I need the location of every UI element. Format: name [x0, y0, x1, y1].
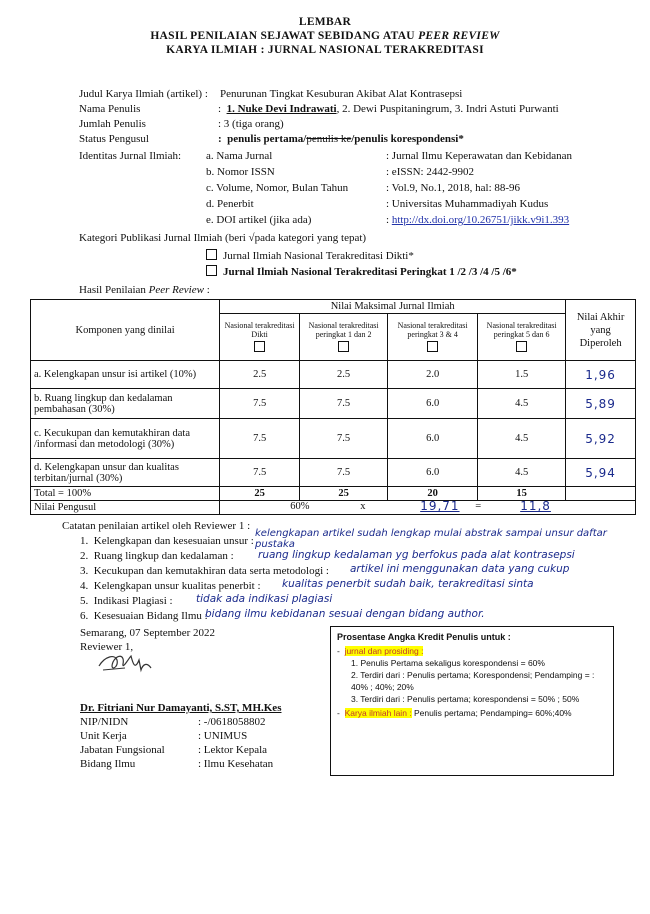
col-peringkat-34-checkbox[interactable]: [427, 341, 438, 352]
identitas-b-value: : eISSN: 2442-9902: [386, 166, 474, 178]
pengusul-formula: [220, 501, 636, 515]
nama-colon: :: [218, 103, 222, 115]
checkbox-dikti[interactable]: [206, 249, 217, 260]
credit-note-box: [330, 626, 614, 776]
status-label: Status Pengusul: [79, 133, 149, 145]
cell-v4: 1.5: [478, 361, 566, 389]
catatan-text: Kesesuaian Bidang Ilmu :: [93, 610, 208, 622]
title-prefix: HASIL PENILAIAN SEJAWAT SEBIDANG ATAU: [150, 30, 419, 42]
catatan-text: Kelengkapan unsur kualitas penerbit :: [93, 580, 261, 592]
identitas-e-key: e. DOI artikel (jika ada): [206, 214, 312, 226]
catatan-label: Catatan penilaian artikel oleh Reviewer 1 :: [62, 520, 251, 532]
col-dikti-label: Nasional terakreditasi Dikti: [224, 321, 295, 339]
nip-label: NIP/NIDN: [80, 716, 129, 728]
signature-image: [95, 650, 155, 676]
catatan-text: Indikasi Plagiasi :: [93, 595, 173, 607]
hasil-label-suffix: :: [203, 284, 210, 296]
doi-colon: :: [386, 214, 392, 226]
pengusul-label: Nilai Pengusul: [31, 501, 220, 515]
cell-v1: 2.5: [220, 361, 300, 389]
catatan-num: 1.: [80, 535, 89, 547]
kategori-option-2-label: Jurnal Ilmiah Nasional Terakreditasi Peringkat 1 /2 /3 /4 /5 /6*: [223, 266, 517, 278]
table-row: [31, 361, 636, 389]
total-akhir: [566, 487, 636, 501]
catatan-num: 3.: [80, 565, 89, 577]
catatan-hand-6: bidang ilmu kebidanan sesuai dengan bidang author.: [205, 608, 485, 620]
identitas-a-key: a. Nama Jurnal: [206, 150, 273, 162]
cell-v3: 6.0: [388, 389, 478, 419]
cell-v2: 7.5: [300, 389, 388, 419]
kategori-option-1-label: Jurnal Ilmiah Nasional Terakreditasi Dikti*: [223, 250, 414, 262]
reviewer-name: Dr. Fitriani Nur Damayanti, S.ST, MH.Kes: [80, 702, 282, 714]
unit-value: : UNIMUS: [198, 730, 248, 742]
cell-v1: 7.5: [220, 389, 300, 419]
row-label: c. Kecukupan dan kemutakhiran data /informasi dan metodologi (30%): [31, 419, 220, 459]
pengusul-result: 11,8: [520, 499, 551, 513]
cell-v3: 6.0: [388, 419, 478, 459]
total-v3: 20: [388, 487, 478, 501]
catatan-num: 4.: [80, 580, 89, 592]
identitas-e-value: [386, 214, 569, 226]
total-label: Total = 100%: [31, 487, 220, 501]
cell-akhir: 5,89: [566, 389, 636, 419]
identitas-d-value: : Universitas Muhammadiyah Kudus: [386, 198, 549, 210]
nama-value: [218, 103, 559, 115]
jabatan-value: : Lektor Kepala: [198, 744, 268, 756]
nilai-akhir-header: Nilai Akhir yang Diperoleh: [566, 300, 636, 361]
total-v4: 15: [478, 487, 566, 501]
identitas-label: Identitas Jurnal Ilmiah:: [79, 150, 182, 162]
catatan-item-5: [80, 595, 173, 607]
catatan-hand-3: artikel ini menggunakan data yang cukup: [350, 563, 570, 575]
catatan-item-1: [80, 535, 254, 547]
col-peringkat-56-checkbox[interactable]: [516, 341, 527, 352]
judul-label: Judul Karya Ilmiah (artikel) :: [79, 88, 208, 100]
kategori-option-2[interactable]: [206, 265, 517, 278]
catatan-num: 6.: [80, 610, 89, 622]
nama-label: Nama Penulis: [79, 103, 141, 115]
pengusul-times: x: [360, 501, 366, 512]
notebox-item-3: 3. Terdiri dari : Penulis pertama; korespondensi = 50% ; 50%: [351, 694, 580, 704]
nilai-max-header: Nilai Maksimal Jurnal Ilmiah: [220, 300, 566, 314]
table-row: [31, 459, 636, 487]
notebox-section2-rest: Penulis pertama; Pendamping= 60%;40%: [411, 708, 572, 718]
unit-label: Unit Kerja: [80, 730, 127, 742]
pengusul-value: 19,71: [420, 499, 460, 513]
reviewer-label: Reviewer 1,: [80, 641, 134, 653]
catatan-item-3: [80, 565, 329, 577]
nama-other-authors: , 2. Dewi Puspitaningrum, 3. Indri Astuti Purwanti: [336, 103, 559, 115]
status-part-a: penulis pertama/: [227, 133, 307, 145]
row-label: a. Kelengkapan unsur isi artikel (10%): [31, 361, 220, 389]
catatan-num: 5.: [80, 595, 89, 607]
notebox-section1: - jurnal dan prosiding :: [337, 646, 424, 656]
checkbox-peringkat[interactable]: [206, 265, 217, 276]
notebox-item-1: 1. Penulis Pertama sekaligus korespondensi = 60%: [351, 658, 545, 668]
pengusul-row: [31, 501, 636, 515]
status-value: : penulis pertama/penulis ke/penulis korespondensi*: [218, 133, 464, 145]
identitas-c-key: c. Volume, Nomor, Bulan Tahun: [206, 182, 349, 194]
bidang-label: Bidang Ilmu: [80, 758, 136, 770]
identitas-b-key: b. Nomor ISSN: [206, 166, 275, 178]
col-peringkat-12-checkbox[interactable]: [338, 341, 349, 352]
nama-first-author: 1. Nuke Devi Indrawati: [226, 103, 337, 115]
catatan-item-6: [80, 610, 208, 622]
cell-akhir: 5,92: [566, 419, 636, 459]
cell-v1: 7.5: [220, 459, 300, 487]
jumlah-value: : 3 (tiga orang): [218, 118, 284, 130]
notebox-section2: - Karya ilmiah lain : Penulis pertama; Pendamping= 60%;40%: [337, 708, 572, 718]
col-dikti: [220, 314, 300, 361]
catatan-item-2: [80, 550, 234, 562]
komponen-header: Komponen yang dinilai: [31, 300, 220, 361]
identitas-a-value: : Jurnal Ilmu Keperawatan dan Kebidanan: [386, 150, 573, 162]
catatan-hand-5: tidak ada indikasi plagiasi: [196, 593, 333, 605]
hasil-label-prefix: Hasil Penilaian: [79, 284, 149, 296]
cell-akhir: 1,96: [566, 361, 636, 389]
cell-v4: 4.5: [478, 389, 566, 419]
catatan-text: Kecukupan dan kemutakhiran data serta metodologi :: [93, 565, 329, 577]
cell-v4: 4.5: [478, 459, 566, 487]
total-v2: 25: [300, 487, 388, 501]
cell-v2: 7.5: [300, 419, 388, 459]
row-label: d. Kelengkapan unsur dan kualitas terbitan/jurnal (30%): [31, 459, 220, 487]
cell-v3: 6.0: [388, 459, 478, 487]
col-peringkat-34-label: Nasional terakreditasi peringkat 3 & 4: [397, 321, 468, 339]
table-row: [31, 419, 636, 459]
notebox-title: Prosentase Angka Kredit Penulis untuk :: [337, 632, 511, 642]
catatan-hand-2: ruang lingkup kedalaman yg berfokus pada alat kontrasepsi: [258, 549, 575, 561]
identitas-d-key: d. Penerbit: [206, 198, 254, 210]
table-row: [31, 389, 636, 419]
col-peringkat-56-label: Nasional terakreditasi peringkat 5 dan 6: [486, 321, 557, 339]
score-table: [30, 299, 636, 515]
notebox-item-2: 2. Terdiri dari : Penulis pertama; Korespondensi; Pendamping = : 40% ; 40%; 20%: [351, 670, 595, 692]
doc-title-hasil: [0, 30, 650, 42]
pengusul-equals: =: [475, 501, 482, 512]
doc-title-karya: KARYA ILMIAH : JURNAL NASIONAL TERAKREDITASI: [166, 44, 484, 56]
doc-title-lembar: LEMBAR: [298, 16, 352, 28]
bidang-value: : Ilmu Kesehatan: [198, 758, 274, 770]
catatan-text: Ruang lingkup dan kedalaman :: [93, 550, 234, 562]
judul-value: Penurunan Tingkat Kesuburan Akibat Alat Kontrasepsi: [220, 88, 463, 100]
cell-v2: 7.5: [300, 459, 388, 487]
hasil-label: [79, 284, 210, 296]
notebox-section2-label: Karya ilmiah lain :: [344, 708, 412, 718]
catatan-text: Kelengkapan dan kesesuaian unsur :: [93, 535, 254, 547]
cell-akhir: 5,94: [566, 459, 636, 487]
kategori-label: Kategori Publikasi Jurnal Ilmiah (beri √pada kategori yang tepat): [79, 232, 367, 244]
jabatan-label: Jabatan Fungsional: [80, 744, 165, 756]
place-date: Semarang, 07 September 2022: [80, 627, 216, 639]
total-v1: 25: [220, 487, 300, 501]
cell-v2: 2.5: [300, 361, 388, 389]
catatan-hand-4: kualitas penerbit sudah baik, terakreditasi sinta: [282, 578, 534, 590]
jumlah-label: Jumlah Penulis: [79, 118, 146, 130]
cell-v1: 7.5: [220, 419, 300, 459]
status-strike: penulis ke: [306, 133, 352, 145]
row-label: b. Ruang lingkup dan kedalaman pembahasan (30%): [31, 389, 220, 419]
col-peringkat-34: [388, 314, 478, 361]
pengusul-pct: 60%: [290, 501, 310, 512]
notebox-section1-label: jurnal dan prosiding :: [344, 646, 424, 656]
title-italic: PEER REVIEW: [418, 30, 500, 42]
kategori-option-1[interactable]: [206, 249, 414, 262]
hasil-label-italic: Peer Review: [148, 284, 204, 296]
cell-v3: 2.0: [388, 361, 478, 389]
catatan-num: 2.: [80, 550, 89, 562]
status-part-b: /penulis korespondensi*: [351, 133, 464, 145]
col-peringkat-12-label: Nasional terakreditasi peringkat 1 dan 2: [308, 321, 379, 339]
identitas-c-value: : Vol.9, No.1, 2018, hal: 88-96: [386, 182, 521, 194]
cell-v4: 4.5: [478, 419, 566, 459]
doi-link[interactable]: http://dx.doi.org/10.26751/jikk.v9i1.393: [391, 214, 570, 226]
catatan-item-4: [80, 580, 261, 592]
nip-value: : -/0618058802: [198, 716, 266, 728]
col-peringkat-56: [478, 314, 566, 361]
col-peringkat-12: [300, 314, 388, 361]
col-dikti-checkbox[interactable]: [254, 341, 265, 352]
catatan-hand-1: kelengkapan artikel sudah lengkap mulai abstrak sampai unsur daftar pustaka: [255, 528, 607, 550]
